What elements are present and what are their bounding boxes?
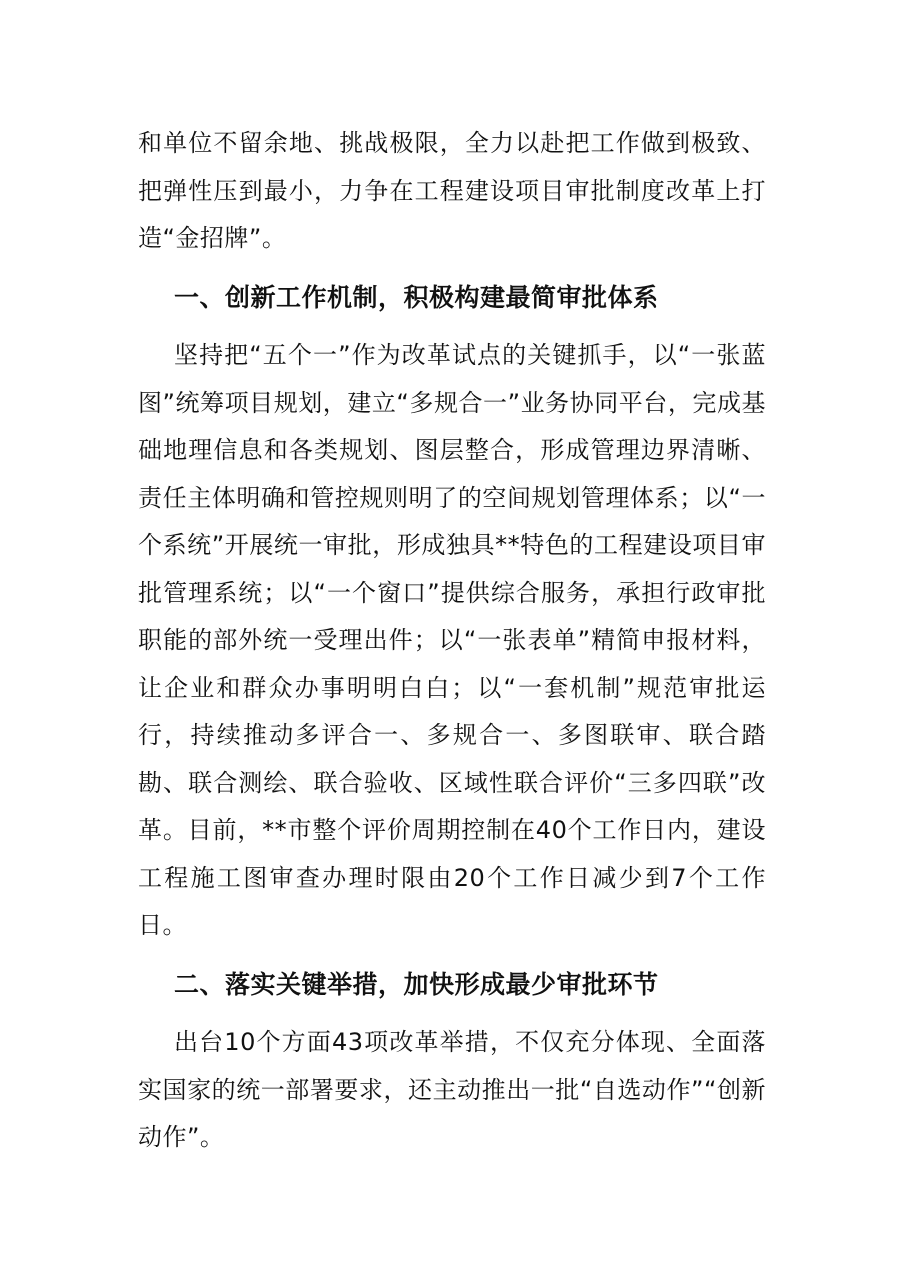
section-2-heading: 二、落实关键举措，加快形成最少审批环节 <box>174 969 659 999</box>
document-body <box>138 120 766 1162</box>
intro-paragraph: 和单位不留余地、挑战极限，全力以赴把工作做到极致、把弹性压到最小，力争在工程建设项目审批制度改革上打造“金招牌”。 <box>138 129 766 252</box>
section-1-paragraph: 坚持把“五个一”作为改革试点的关键抓手，以“一张蓝图”统筹项目规划，建立“多规合一”业务协同平台，完成基础地理信息和各类规划、图层整合，形成管理边界清晰、责任主体明确和管控规则明了的空间规划管理体系；以“一个系统”开展统一审批，形成独具**特色的工程建设项目审批管理系统；以“一个窗口”提供综合服务，承担行政审批职能的部外统一受理出件；以“一张表单”精简申报材料，让企业和群众办事明明白白；以“一套机制”规范审批运行，持续推动多评合一、多规合一、多图联审、联合踏勘、联合测绘、联合验收、区域性联合评价“三多四联”改革。目前，**市整个评价周期控制在40个工作日内，建设工程施工图审查办理时限由20个工作日减少到7个工作日。 <box>138 341 766 939</box>
section-1-heading: 一、创新工作机制，积极构建最简审批体系 <box>174 282 659 312</box>
section-2-paragraph: 出台10个方面43项改革举措，不仅充分体现、全面落实国家的统一部署要求，还主动推出一批“自选动作”“创新动作”。 <box>138 1028 766 1151</box>
